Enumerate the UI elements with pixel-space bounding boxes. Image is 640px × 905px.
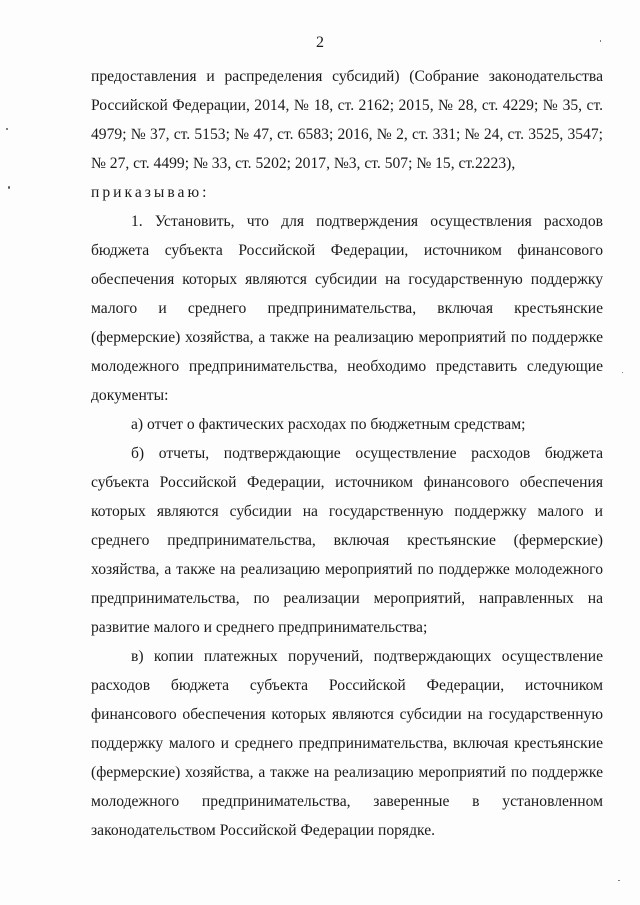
page-number: 2 [316, 34, 324, 51]
scan-speck [6, 128, 8, 130]
document-body [91, 62, 603, 845]
paragraph-item-a: а) отчет о фактических расходах по бюджетным средствам; [131, 416, 526, 433]
scan-speck [622, 372, 623, 373]
scan-speck [618, 880, 620, 881]
scan-speck [8, 186, 10, 189]
paragraph-legal-references: предоставления и распределения субсидий) (Собрание законодательства Российской Федерации, 2014, № 18, ст. 2162; 2015, № 28, ст. 4229; № 35, ст. 4979; № 37, ст. 5153; № 47, ст. 6583; 2016, № 2, ст. 331; № 24, ст. 3525, 3547; № 27, ст. 4499; № 33, ст. 5202; 2017, №3, ст. 507; № 15, ст.2223), [91, 68, 603, 172]
paragraph-item-b: б) отчеты, подтверждающие осуществление расходов бюджета субъекта Российской Федерации, источником финансового обеспечения которых являются субсидии на государственную поддержку малого и среднего предпринимательства, включая крестьянские (фермерские) хозяйства, а также на реализацию мероприятий по поддержке молодежного предпринимательства, по реализации мероприятий, направленных на развитие малого и среднего предпринимательства; [91, 445, 603, 636]
paragraph-order-word: приказываю: [91, 184, 210, 201]
paragraph-item-c: в) копии платежных поручений, подтверждающих осуществление расходов бюджета субъекта Российской Федерации, источником финансового обеспечения которых являются субсидии на государственную поддержку малого и среднего предпринимательства, включая крестьянские (фермерские) хозяйства, а также на реализацию мероприятий по поддержке молодежного предпринимательства, заверенные в установленном законодательством Российской Федерации порядке. [91, 648, 603, 839]
paragraph-item-1: 1. Установить, что для подтверждения осуществления расходов бюджета субъекта Российской Федерации, источником финансового обеспечения которых являются субсидии на государственную поддержку малого и среднего предпринимательства, включая крестьянские (фермерские) хозяйства, а также на реализацию мероприятий по поддержке молодежного предпринимательства, необходимо представить следующие документы: [91, 213, 603, 404]
scan-speck [600, 40, 601, 42]
